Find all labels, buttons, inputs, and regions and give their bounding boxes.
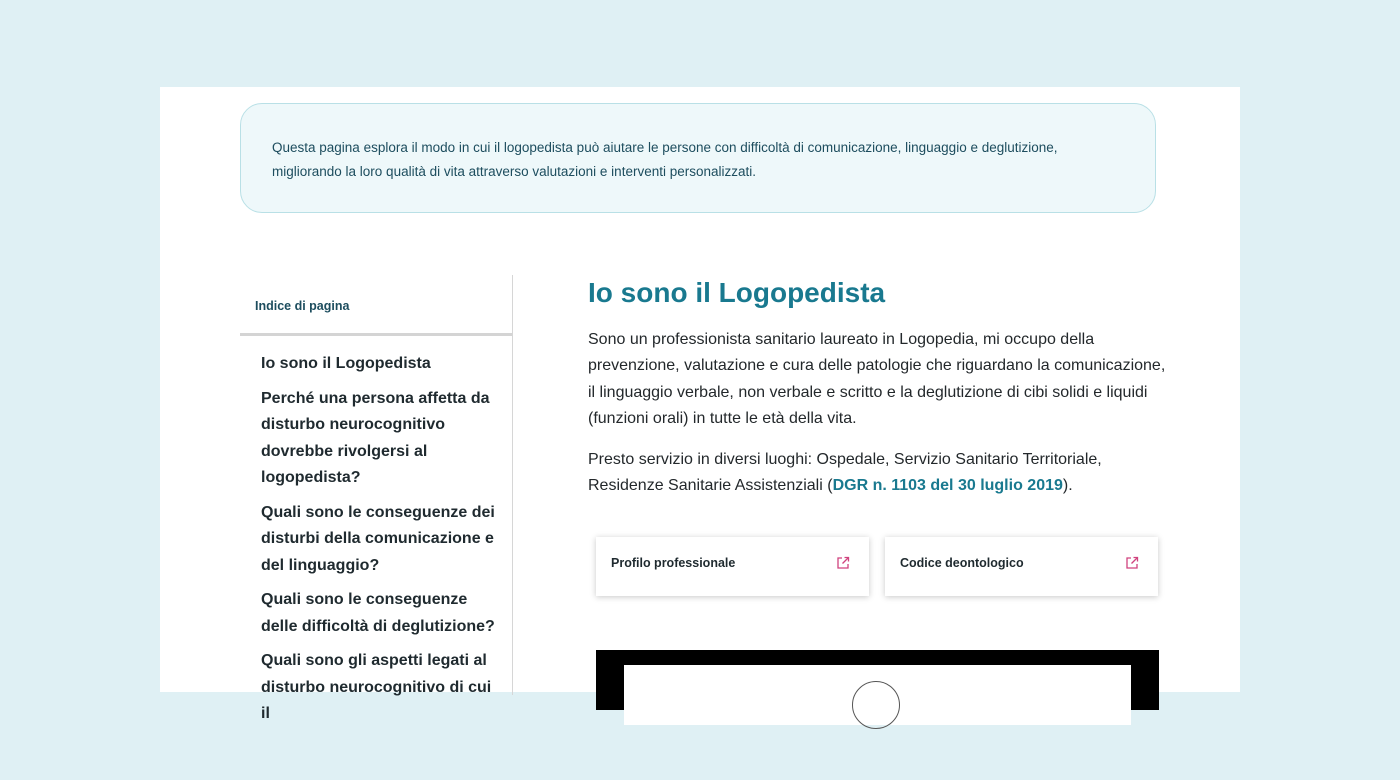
page-index-item[interactable]: Quali sono le conseguenze delle difficoltà di deglutizione? (261, 591, 495, 635)
intro-callout (240, 103, 1156, 213)
video-thumbnail (624, 665, 1131, 725)
card-label: Codice deontologico (900, 556, 1024, 570)
codice-deontologico-card[interactable] (885, 537, 1158, 596)
locations-paragraph (588, 447, 1168, 500)
external-link-icon (1124, 555, 1140, 571)
page-index-item[interactable]: Quali sono le conseguenze dei disturbi della comunicazione e del linguaggio? (261, 503, 495, 574)
page-index-item[interactable]: Perché una persona affetta da disturbo neurocognitivo dovrebbe rivolgersi al logopedista? (261, 389, 490, 486)
page-content (160, 87, 1240, 722)
page-index-list (261, 351, 501, 736)
video-player[interactable] (596, 650, 1159, 710)
intro-text-line-2: migliorando la loro qualità di vita attraverso valutazioni e interventi personalizzati. (272, 164, 757, 179)
page-index-divider (240, 333, 512, 336)
intro-paragraph: Sono un professionista sanitario laureato in Logopedia, mi occupo della prevenzione, valutazione e cura delle patologie che riguardano la comunicazione, il linguaggio verbale, non verbale e scritto e la deglutizione di cibi solidi e liquidi (funzioni orali) in tutte le età della vita. (588, 331, 1166, 427)
intro-text-line-1: Questa pagina esplora il modo in cui il logopedista può aiutare le persone con difficoltà di comunicazione, linguaggio e deglutizione, (272, 140, 1058, 155)
page-index-item[interactable]: Io sono il Logopedista (261, 355, 431, 372)
page-index-heading: Indice di pagina (255, 299, 350, 313)
card-label: Profilo professionale (611, 556, 736, 570)
external-link-icon (835, 555, 851, 571)
locations-text: Presto servizio in diversi luoghi: Ospedale, Servizio Sanitario Territoriale, Residenze Sanitarie Assistenziali ( (588, 451, 1102, 495)
locations-text-end: ). (1062, 477, 1073, 495)
page-index (240, 275, 513, 722)
page-index-item[interactable]: Quali sono gli aspetti legati al disturbo neurocognitivo di cui il (261, 652, 492, 722)
play-icon[interactable] (852, 681, 900, 729)
dgr-link[interactable]: DGR n. 1103 del 30 luglio 2019 (832, 477, 1063, 495)
section-title: Io sono il Logopedista (588, 277, 886, 308)
profilo-professionale-card[interactable] (596, 537, 869, 596)
